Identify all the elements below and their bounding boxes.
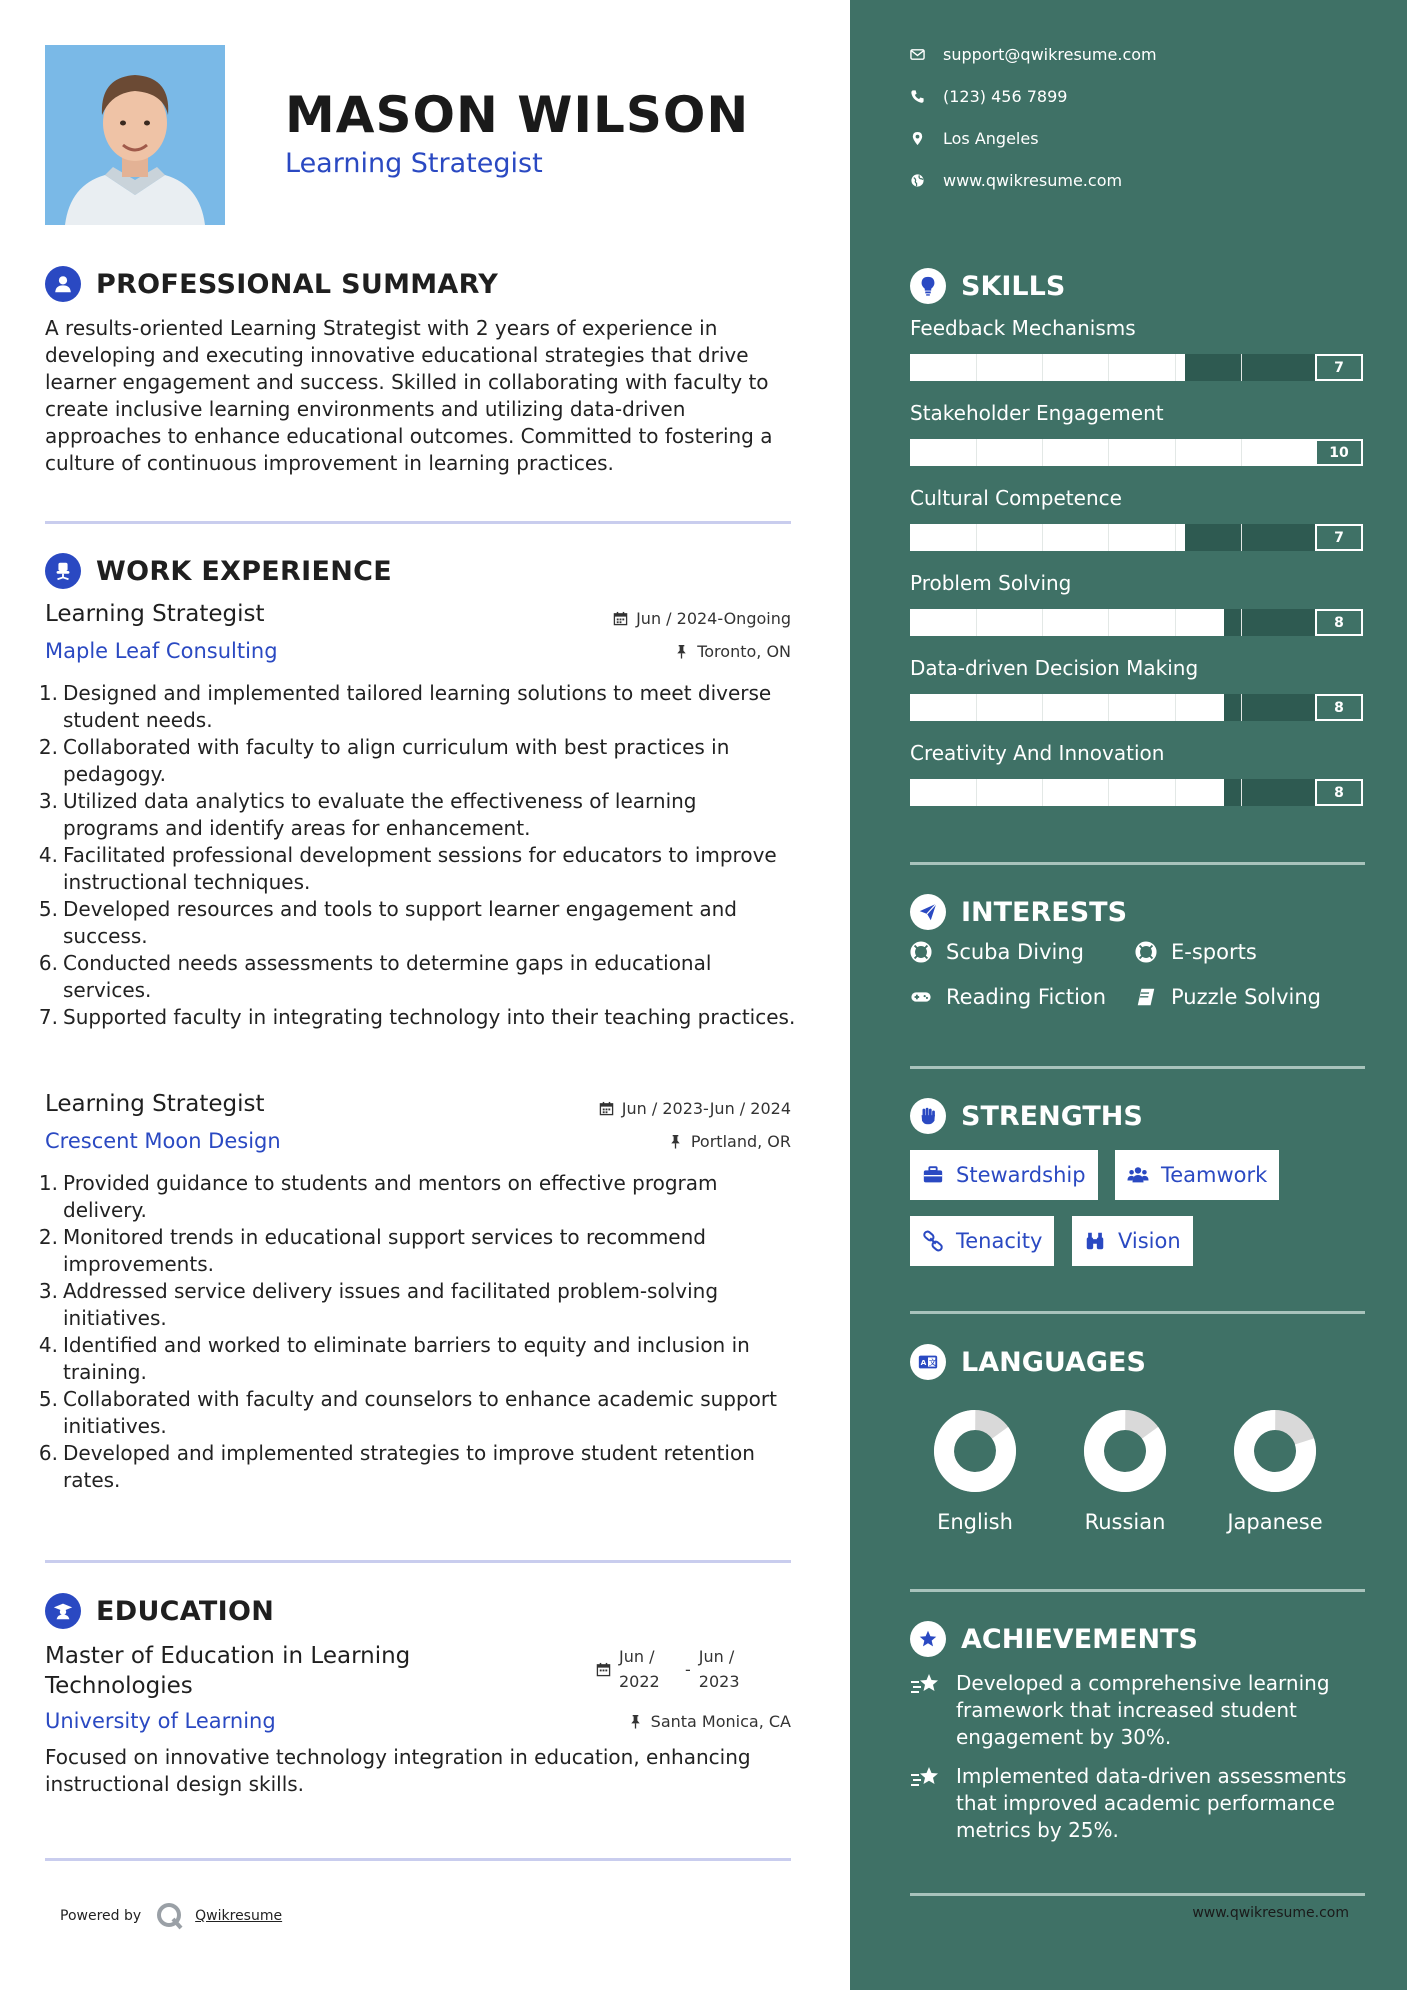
book-icon <box>1135 986 1157 1008</box>
skill-bar-tick <box>1175 609 1176 636</box>
skill-label: Problem Solving <box>910 571 1072 595</box>
skill-bar <box>910 524 1315 551</box>
skill-bar-tick <box>976 779 977 806</box>
translate-icon <box>910 1344 946 1380</box>
education-dates <box>596 1644 749 1694</box>
skill-bar-tick <box>1108 694 1109 721</box>
divider <box>910 862 1365 865</box>
job-dates <box>599 1099 791 1118</box>
shooting-star-icon <box>910 1672 942 1700</box>
job-dates-text: Jun / 2024-Ongoing <box>636 609 791 628</box>
divider <box>45 1560 791 1563</box>
education-description: Focused on innovative technology integration in education, enhancing instructional design skills. <box>45 1745 751 1796</box>
list-item: 6. Conducted needs assessments to determine gaps in educational services. <box>38 951 712 1002</box>
strength-label: Teamwork <box>1161 1163 1268 1187</box>
skill-bar-tick <box>1241 354 1242 381</box>
list-item: 1. Provided guidance to students and mentors on effective program delivery. <box>38 1171 718 1222</box>
strength-chip <box>1115 1150 1279 1200</box>
users-icon <box>1127 1164 1149 1186</box>
divider <box>910 1589 1365 1592</box>
education-date-separator: - <box>685 1659 691 1679</box>
job-location <box>674 642 791 661</box>
skill-label: Stakeholder Engagement <box>910 401 1164 425</box>
map-marker-icon <box>910 131 925 146</box>
summary-text: A results-oriented Learning Strategist with 2 years of experience in developing and executing innovative educational strategies that drive learner engagement and success. Skilled in collaborating with faculty to create inclusive learning environments and utilizing data-driven approaches to enhance educational outcomes. Committed to fostering a culture of continuous improvement in learning practices. <box>45 316 773 475</box>
contact-phone-text: (123) 456 7899 <box>943 87 1068 106</box>
strength-label: Stewardship <box>956 1163 1086 1187</box>
strengths-heading: STRENGTHS <box>961 1100 1143 1132</box>
skill-label: Creativity And Innovation <box>910 741 1165 765</box>
list-item: 4. Identified and worked to eliminate barriers to equity and inclusion in training. <box>38 1333 750 1384</box>
list-item: 3. Utilized data analytics to evaluate the effectiveness of learning programs and identify areas for enhancement. <box>38 789 697 840</box>
skill-bar-tick <box>1175 694 1176 721</box>
skills-heading: SKILLS <box>961 270 1066 302</box>
office-chair-icon <box>45 553 81 589</box>
svg-text:A: A <box>920 1357 927 1367</box>
skill-score: 8 <box>1315 779 1363 806</box>
degree-title: Master of Education in Learning Technologies <box>45 1643 411 1699</box>
skill-label: Feedback Mechanisms <box>910 316 1136 340</box>
skill-bar-tick <box>1241 609 1242 636</box>
skill-bar-tick <box>976 694 977 721</box>
profile-photo <box>45 45 225 225</box>
divider <box>45 1858 791 1861</box>
contact-phone[interactable] <box>910 87 1067 106</box>
interest-label: Scuba Diving <box>946 940 1084 964</box>
skill-bar-tick <box>1241 439 1242 466</box>
language-ring-fill <box>1082 1408 1168 1494</box>
skill-bar-tick <box>1175 354 1176 381</box>
job-title: Learning Strategist <box>45 1091 265 1117</box>
language-ring <box>932 1408 1018 1494</box>
skill-bar <box>910 609 1315 636</box>
strength-label: Tenacity <box>956 1229 1043 1253</box>
skill-bar-ticks <box>910 354 1315 381</box>
skill-bar-tick <box>1241 694 1242 721</box>
achievement-text: Implemented data-driven assessments that improved academic performance metrics by 25%. <box>956 1764 1347 1842</box>
divider <box>45 521 791 524</box>
language-label: English <box>937 1510 1013 1534</box>
gamepad-icon <box>910 986 932 1008</box>
skill-bar-tick <box>976 609 977 636</box>
skill-bar <box>910 694 1315 721</box>
life-ring-icon <box>910 941 932 963</box>
skill-bar-tick <box>1042 609 1043 636</box>
contact-website-text: www.qwikresume.com <box>943 171 1123 190</box>
skill-score: 10 <box>1315 439 1363 466</box>
calendar-icon <box>599 1101 614 1116</box>
skill-bar-tick <box>1042 354 1043 381</box>
skill-bar-tick <box>1108 779 1109 806</box>
divider <box>910 1893 1365 1896</box>
job-dates <box>613 609 791 628</box>
experience-header <box>45 553 392 589</box>
skill-bar-ticks <box>910 439 1315 466</box>
candidate-title: Learning Strategist <box>285 148 543 179</box>
qwikresume-logo-icon <box>155 1901 185 1931</box>
interest-label: Puzzle Solving <box>1171 985 1321 1009</box>
link-icon <box>922 1230 944 1252</box>
shooting-star-icon <box>910 1765 942 1793</box>
language-label: Russian <box>1084 1510 1166 1534</box>
powered-by <box>60 1901 282 1931</box>
education-date-start: Jun / 2022 <box>619 1647 660 1691</box>
job-company: Maple Leaf Consulting <box>45 639 278 663</box>
languages-heading: LANGUAGES <box>961 1346 1146 1378</box>
briefcase-icon <box>922 1164 944 1186</box>
achievement-item <box>910 1763 1370 1844</box>
skill-bar-tick <box>1042 439 1043 466</box>
education-location <box>628 1712 791 1731</box>
list-item: 5. Collaborated with faculty and counselors to enhance academic support initiatives. <box>38 1387 777 1438</box>
interest-item <box>910 985 1106 1009</box>
skill-bar-tick <box>1108 439 1109 466</box>
phone-icon <box>910 89 925 104</box>
job-bullets <box>38 680 798 1031</box>
skill-score: 8 <box>1315 609 1363 636</box>
graduate-icon <box>45 1593 81 1629</box>
skill-bar-ticks <box>910 779 1315 806</box>
skill-score: 7 <box>1315 524 1363 551</box>
list-item: 2. Collaborated with faculty to align curriculum with best practices in pedagogy. <box>38 735 730 786</box>
skill-bar-tick <box>1175 779 1176 806</box>
user-icon <box>45 266 81 302</box>
contact-location <box>910 129 1039 148</box>
skill-bar-tick <box>976 354 977 381</box>
envelope-icon <box>910 47 925 62</box>
calendar-icon <box>596 1662 611 1677</box>
skill-bar-ticks <box>910 694 1315 721</box>
achievement-item <box>910 1670 1370 1751</box>
skill-bar <box>910 779 1315 806</box>
skill-bar-tick <box>1175 439 1176 466</box>
footer-website[interactable]: www.qwikresume.com <box>1192 1905 1349 1921</box>
skill-label: Cultural Competence <box>910 486 1122 510</box>
strengths-header <box>910 1098 1143 1134</box>
skill-bar-tick <box>1175 524 1176 551</box>
contact-email-text: support@qwikresume.com <box>943 45 1157 64</box>
contact-email[interactable] <box>910 45 1157 64</box>
skills-header <box>910 268 1065 304</box>
job-bullets <box>38 1170 798 1494</box>
skill-bar-tick <box>976 439 977 466</box>
list-item: 7. Supported faculty in integrating technology into their teaching practices. <box>38 1005 796 1029</box>
list-item: 5. Developed resources and tools to support learner engagement and success. <box>38 897 737 948</box>
divider <box>910 1311 1365 1314</box>
education-date-end: Jun / 2023 <box>698 1647 740 1691</box>
achievements-header <box>910 1621 1198 1657</box>
globe-icon <box>910 173 925 188</box>
list-item: 2. Monitored trends in educational support services to recommend improvements. <box>38 1225 706 1276</box>
strength-label: Vision <box>1118 1229 1181 1253</box>
skill-bar-tick <box>1108 354 1109 381</box>
binoculars-icon <box>1084 1230 1106 1252</box>
skill-bar <box>910 354 1315 381</box>
svg-text:文: 文 <box>928 1357 937 1367</box>
skill-bar-tick <box>1241 779 1242 806</box>
paper-plane-icon <box>910 894 946 930</box>
pushpin-icon <box>674 644 689 659</box>
strength-chip <box>910 1216 1054 1266</box>
skill-bar-tick <box>976 524 977 551</box>
school-name: University of Learning <box>45 1709 276 1733</box>
skill-bar-tick <box>1241 524 1242 551</box>
pushpin-icon <box>628 1714 643 1729</box>
summary-header <box>45 266 498 302</box>
skill-bar-tick <box>1108 524 1109 551</box>
candidate-name: MASON WILSON <box>285 86 750 144</box>
education-heading: EDUCATION <box>96 1595 275 1627</box>
skill-score: 7 <box>1315 354 1363 381</box>
achievements-heading: ACHIEVEMENTS <box>961 1623 1198 1655</box>
skill-label: Data-driven Decision Making <box>910 656 1199 680</box>
divider <box>910 1066 1365 1069</box>
calendar-icon <box>613 611 628 626</box>
lightbulb-icon <box>910 268 946 304</box>
experience-heading: WORK EXPERIENCE <box>96 555 392 587</box>
skill-bar <box>910 439 1315 466</box>
language-ring <box>1082 1408 1168 1494</box>
list-item: 1. Designed and implemented tailored learning solutions to meet diverse student needs. <box>38 681 772 732</box>
languages-header <box>910 1344 1146 1380</box>
contact-website[interactable] <box>910 171 1122 190</box>
pushpin-icon <box>668 1134 683 1149</box>
skill-bar-tick <box>1042 694 1043 721</box>
interest-item <box>1135 940 1257 964</box>
contact-location-text: Los Angeles <box>943 129 1039 148</box>
skill-bar-ticks <box>910 609 1315 636</box>
list-item: 6. Developed and implemented strategies to improve student retention rates. <box>38 1441 755 1492</box>
sidebar <box>850 0 1407 1990</box>
interests-heading: INTERESTS <box>961 896 1128 928</box>
skill-bar-ticks <box>910 524 1315 551</box>
skill-bar-tick <box>1108 609 1109 636</box>
job-company: Crescent Moon Design <box>45 1129 281 1153</box>
interest-label: Reading Fiction <box>946 985 1107 1009</box>
education-location-text: Santa Monica, CA <box>650 1712 791 1731</box>
job-location-text: Portland, OR <box>690 1132 791 1151</box>
life-ring-icon <box>1135 941 1157 963</box>
fist-icon <box>910 1098 946 1134</box>
achievement-text: Developed a comprehensive learning framework that increased student engagement by 30%. <box>956 1671 1330 1749</box>
interest-item <box>1135 985 1321 1009</box>
interests-header <box>910 894 1127 930</box>
strength-chip <box>910 1150 1098 1200</box>
powered-by-label: Powered by <box>60 1908 142 1924</box>
job-location <box>668 1132 791 1151</box>
skill-bar-tick <box>1042 779 1043 806</box>
job-location-text: Toronto, ON <box>697 642 791 661</box>
qwikresume-link[interactable]: Qwikresume <box>195 1908 283 1924</box>
job-title: Learning Strategist <box>45 601 265 627</box>
list-item: 3. Addressed service delivery issues and facilitated problem-solving initiatives. <box>38 1279 719 1330</box>
strength-chip <box>1072 1216 1193 1266</box>
education-header <box>45 1593 274 1629</box>
language-ring-fill <box>932 1408 1018 1494</box>
interest-item <box>910 940 1084 964</box>
skill-score: 8 <box>1315 694 1363 721</box>
language-label: Japanese <box>1227 1510 1323 1534</box>
summary-heading: PROFESSIONAL SUMMARY <box>96 268 499 300</box>
list-item: 4. Facilitated professional development sessions for educators to improve instructional techniques. <box>38 843 777 894</box>
skill-bar-tick <box>1042 524 1043 551</box>
star-badge-icon <box>910 1621 946 1657</box>
interest-label: E-sports <box>1171 940 1257 964</box>
job-dates-text: Jun / 2023-Jun / 2024 <box>621 1099 791 1118</box>
language-ring <box>1232 1408 1318 1494</box>
